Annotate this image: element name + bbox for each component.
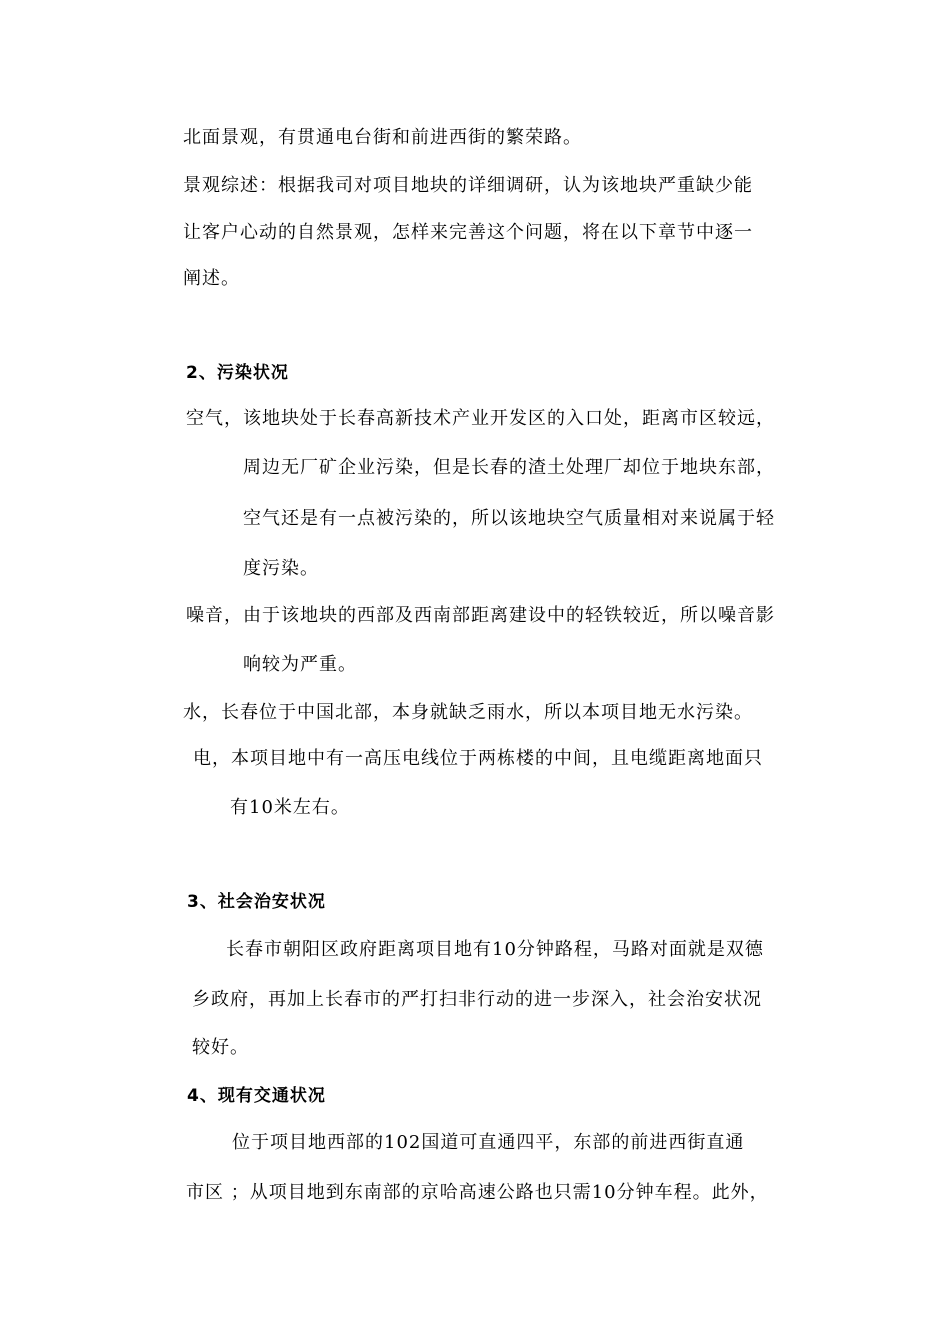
paragraph-line: 长春市朝阳区政府距离项目地有10分钟路程，马路对面就是双德 — [226, 939, 764, 960]
paragraph-line: 噪音，由于该地块的西部及西南部距离建设中的轻铁较近，所以噪音影 — [186, 605, 775, 626]
intro-line: 景观综述：根据我司对项目地块的详细调研，认为该地块严重缺少能 — [183, 175, 753, 196]
intro-line: 阐述。 — [183, 268, 240, 289]
paragraph-line: 度污染。 — [243, 558, 319, 579]
section-heading: 4、现有交通状况 — [187, 1086, 326, 1106]
paragraph-line: 有10米左右。 — [230, 797, 350, 818]
paragraph-line: 市区 ；从项目地到东南部的京哈高速公路也只需10分钟车程。此外， — [186, 1182, 769, 1203]
paragraph-line: 周边无厂矿企业污染，但是长春的渣土处理厂却位于地块东部， — [243, 457, 775, 478]
paragraph-line: 电，本项目地中有一高压电线位于两栋楼的中间，且电缆距离地面只 — [193, 748, 763, 769]
section-heading: 2、污染状况 — [186, 363, 289, 383]
paragraph-line: 位于项目地西部的102国道可直通四平，东部的前进西街直通 — [232, 1132, 745, 1153]
paragraph-line: 响较为严重。 — [243, 654, 357, 675]
section-heading: 3、社会治安状况 — [187, 892, 326, 912]
intro-line: 北面景观，有贯通电台街和前进西街的繁荣路。 — [183, 127, 582, 148]
intro-line: 让客户心动的自然景观，怎样来完善这个问题，将在以下章节中逐一 — [183, 222, 753, 243]
paragraph-line: 乡政府，再加上长春市的严打扫非行动的进一步深入，社会治安状况 — [192, 989, 762, 1010]
paragraph-line: 空气还是有一点被污染的，所以该地块空气质量相对来说属于轻 — [243, 508, 775, 529]
paragraph-line: 空气，该地块处于长春高新技术产业开发区的入口处，距离市区较远， — [186, 408, 775, 429]
paragraph-line: 较好。 — [192, 1037, 249, 1058]
paragraph-line: 水，长春位于中国北部，本身就缺乏雨水，所以本项目地无水污染。 — [183, 702, 753, 723]
